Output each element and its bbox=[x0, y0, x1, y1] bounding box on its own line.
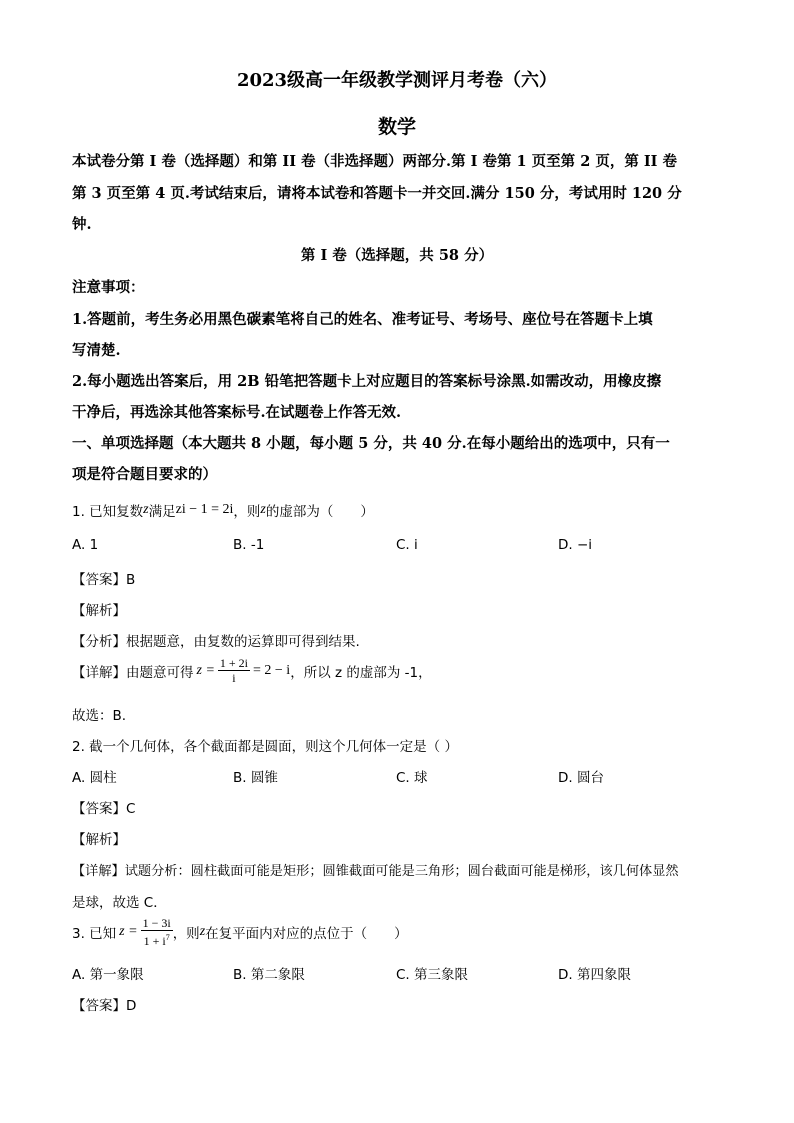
q3-stem-suffix2: 在复平面内对应的点位于（ ） bbox=[205, 926, 408, 942]
intro-line-2: 第 3 页至第 4 页.考试结束后，请将本试卷和答题卡一并交回.满分 150 分，考试用时 120 分 bbox=[72, 185, 682, 202]
q1-stem-mid: 满足 bbox=[148, 504, 176, 520]
q1-detail-z: z = bbox=[196, 662, 215, 678]
q3-stem bbox=[72, 916, 408, 948]
note-2-line-1: 2.每小题选出答案后，用 2B 铅笔把答题卡上对应题目的答案标号涂黑.如需改动，用橡皮擦 bbox=[72, 373, 662, 390]
q1-stem-suffix2: 的虚部为（ ） bbox=[265, 504, 374, 520]
q2-detail-line-2: 是球，故选 C． bbox=[72, 895, 167, 911]
q1-option-d: D. −i bbox=[558, 537, 593, 553]
q1-answer: 【答案】B bbox=[72, 572, 136, 588]
q3-option-b: B. 第二象限 bbox=[233, 967, 305, 983]
q1-detail-suffix: ，所以 z 的虚部为 -1， bbox=[290, 664, 432, 681]
section-i-heading: 第 I 卷（选择题，共 58 分） bbox=[300, 247, 494, 264]
q2-stem: 2. 截一个几何体，各个截面都是圆面，则这个几何体一定是（ ） bbox=[72, 739, 458, 755]
q1-detail-fraction bbox=[218, 656, 250, 685]
q3-var-z: z = bbox=[119, 924, 138, 939]
q3-option-d: D. 第四象限 bbox=[558, 967, 631, 983]
q1-option-a: A. 1 bbox=[72, 537, 99, 553]
part1-heading-line-1: 一、单项选择题（本大题共 8 小题，每小题 5 分，共 40 分.在每小题给出的选项中，只有一 bbox=[72, 435, 670, 452]
q3-option-a: A. 第一象限 bbox=[72, 967, 144, 983]
q3-fraction bbox=[141, 916, 173, 948]
note-2-line-2: 干净后，再选涂其他答案标号.在试题卷上作答无效. bbox=[72, 404, 402, 421]
q3-denominator-exponent: 7 bbox=[165, 933, 170, 942]
q1-stem bbox=[72, 500, 374, 520]
q3-numerator: 1 − 3i bbox=[142, 916, 171, 930]
q1-equation: zi − 1 = 2i bbox=[175, 502, 234, 517]
q3-denominator bbox=[141, 931, 173, 948]
q3-stem-suffix: ，则 bbox=[172, 926, 200, 942]
q1-fenxi: 【分析】根据题意，由复数的运算即可得到结果. bbox=[72, 634, 360, 650]
q2-option-b: B. 圆锥 bbox=[233, 770, 278, 786]
q1-analysis-label: 【解析】 bbox=[72, 603, 126, 619]
q2-option-c: C. 球 bbox=[396, 770, 428, 786]
q2-answer: 【答案】C bbox=[72, 801, 136, 817]
q1-conclusion: 故选：B. bbox=[72, 708, 127, 724]
q1-var-z2: z bbox=[260, 502, 266, 517]
q1-detail-eq: = 2 − i bbox=[253, 662, 291, 678]
q1-detail bbox=[72, 656, 432, 685]
q1-var-z: z bbox=[143, 502, 149, 517]
q3-var-z2: z bbox=[199, 924, 206, 939]
q2-analysis-label: 【解析】 bbox=[72, 832, 126, 848]
q1-detail-numerator: 1 + 2i bbox=[219, 656, 249, 670]
q2-option-d: D. 圆台 bbox=[558, 770, 604, 786]
q1-option-b: B. -1 bbox=[233, 537, 265, 553]
q3-answer: 【答案】D bbox=[72, 998, 137, 1014]
part1-heading-line-2: 项是符合题目要求的） bbox=[72, 466, 217, 483]
q3-option-c: C. 第三象限 bbox=[396, 967, 469, 983]
intro-line-1: 本试卷分第 I 卷（选择题）和第 II 卷（非选择题）两部分.第 I 卷第 1 页至第 2 页，第 II 卷 bbox=[72, 153, 677, 170]
exam-title: 2023级高一年级教学测评月考卷（六） bbox=[236, 70, 558, 91]
q1-stem-suffix1: ，则 bbox=[233, 504, 261, 520]
q3-stem-prefix: 3. 已知 bbox=[72, 926, 117, 942]
notes-heading: 注意事项： bbox=[72, 279, 145, 296]
q1-detail-denominator: i bbox=[232, 671, 236, 685]
subject-title: 数学 bbox=[377, 116, 416, 138]
note-1-line-2: 写清楚. bbox=[72, 342, 121, 359]
q2-option-a: A. 圆柱 bbox=[72, 770, 117, 786]
note-1-line-1: 1.答题前，考生务必用黑色碳素笔将自己的姓名、准考证号、考场号、座位号在答题卡上填 bbox=[72, 311, 653, 328]
q1-option-c: C. i bbox=[396, 537, 418, 553]
q1-detail-prefix: 【详解】由题意可得 bbox=[72, 664, 194, 681]
q3-denominator-base: 1 + i bbox=[143, 934, 166, 948]
q1-stem-prefix: 1. 已知复数 bbox=[72, 504, 144, 520]
q2-detail-line-1: 【详解】试题分析：圆柱截面可能是矩形；圆锥截面可能是三角形；圆台截面可能是梯形，该几何体显然 bbox=[72, 864, 679, 879]
intro-line-3: 钟. bbox=[72, 216, 92, 233]
